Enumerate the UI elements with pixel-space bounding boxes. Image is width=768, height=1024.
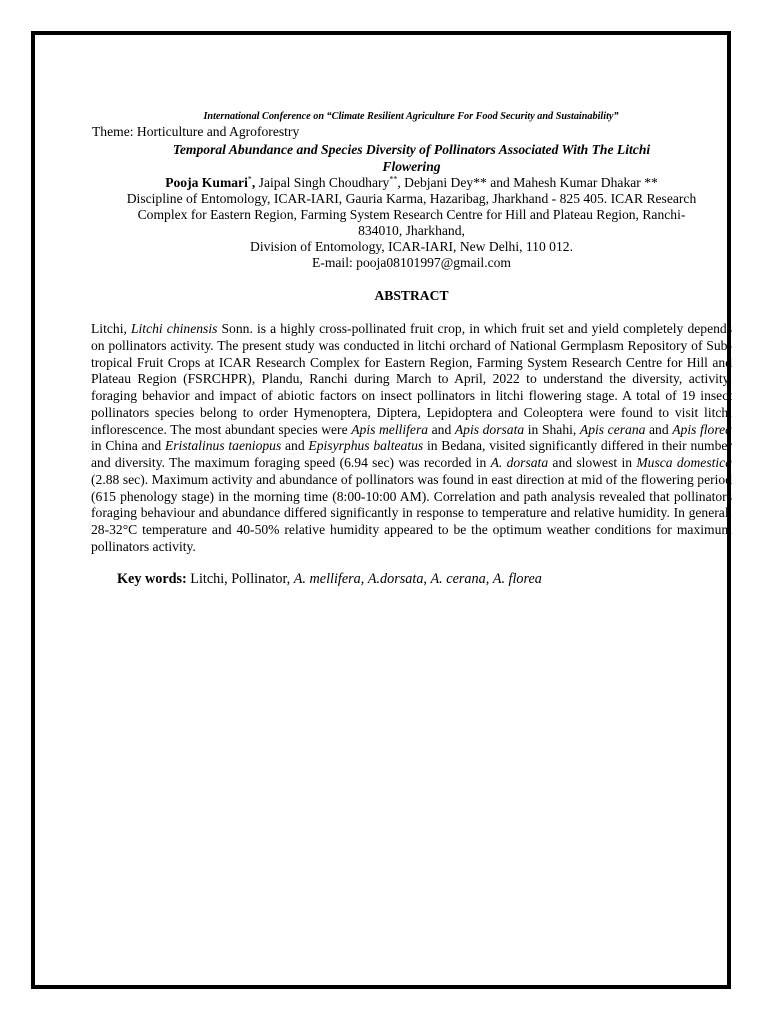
abstract-heading: ABSTRACT xyxy=(374,288,449,303)
keywords-label: Key words: xyxy=(117,570,187,587)
first-author: Pooja Kumari xyxy=(165,175,248,190)
keyword-species: A. mellifera xyxy=(293,570,361,587)
paper-title-line2: Flowering xyxy=(382,159,441,174)
second-author-mark: ** xyxy=(389,174,398,184)
species-name: Musca domestica xyxy=(636,455,733,470)
other-authors: , Debjani Dey** and Mahesh Kumar Dhakar ** xyxy=(397,175,658,190)
affiliation-line-3: 834010, Jharkhand, xyxy=(358,223,465,238)
keyword-separator: , xyxy=(423,570,431,587)
species-name: Apis florea xyxy=(672,421,732,437)
abstract-text: in Shahi, xyxy=(524,421,580,437)
theme-line: Theme: Horticulture and Agroforestry xyxy=(92,124,300,139)
email-line: E-mail: pooja08101997@gmail.com xyxy=(311,255,512,270)
paper-title xyxy=(91,141,732,175)
document-content xyxy=(91,110,732,588)
paper-title-line1: Temporal Abundance and Species Diversity of Pollinators Associated With The Litchi xyxy=(172,142,651,157)
species-name: A. dorsata xyxy=(490,455,549,470)
keyword-species: A.dorsata xyxy=(367,570,424,587)
abstract-text: and slowest in xyxy=(548,455,637,470)
keywords-line xyxy=(91,570,732,588)
keyword-separator: , xyxy=(360,570,368,587)
abstract-text: and xyxy=(281,438,309,454)
conference-header: International Conference on “Climate Resilient Agriculture For Food Security and Sustainability” xyxy=(203,111,619,122)
species-name: Litchi chinensis xyxy=(130,321,218,336)
species-name: Apis dorsata xyxy=(454,421,525,437)
abstract-text: Sonn. is a highly cross-pollinated fruit crop, in which fruit set and yield completely depends on pollinators activity. The present study was conducted in litchi orchard of National Germplasm Repository of Sub-tropical Fruit Crops at ICAR Research Complex for Eastern Region, Farming System Research Centre for Hill and Plateau Region (FSRCHPR), Plandu, Ranchi during March to April, 2022 to understand the diversity, activity, foraging behavior and impact of abiotic factors on insect pollinators in litchi flowering stage. A total of 19 insect pollinators species belong to order Hymenoptera, Diptera, Lepidoptera and Coleoptera were found to visit litchi inflorescence. The most abundant species were xyxy=(91,321,732,437)
abstract-text: and xyxy=(428,421,455,437)
keyword-species: A. cerana xyxy=(430,570,486,587)
affiliation-line-2: Complex for Eastern Region, Farming System Research Centre for Hill and Plateau Region, Ranchi- xyxy=(137,207,686,222)
species-name: Apis mellifera xyxy=(351,421,429,437)
keywords-text: Litchi, Pollinator, xyxy=(186,570,294,587)
abstract-text: (2.88 sec). Maximum activity and abundance of pollinators was found in east direction at mid of the flowering period (615 phenology stage) in the morning time (8:00-10:00 AM). Correlation and path analysis revealed that pollinators foraging behaviour and abundance differed significantly in response to temperature and relative humidity. In general, 28-32°C temperature and 40-50% relative humidity appeared to be the optimum weather conditions for maximum pollinators activity. xyxy=(91,471,732,554)
keyword-species: A. florea xyxy=(492,570,542,587)
second-author: Jaipal Singh Choudhary xyxy=(258,175,390,190)
abstract-text: Litchi, xyxy=(91,321,131,336)
abstract-text: in Bedana, visited significantly differed in their number and diversity. The maximum foraging speed (6.94 sec) was recorded in xyxy=(91,438,732,470)
species-name: Eristalinus taeniopus xyxy=(164,438,282,454)
abstract-body xyxy=(91,321,732,556)
abstract-text: in China and xyxy=(91,438,165,454)
abstract-text: and xyxy=(645,421,673,437)
affiliation-line-4: Division of Entomology, ICAR-IARI, New Delhi, 110 012. xyxy=(250,239,573,254)
keyword-separator: , xyxy=(485,570,493,587)
author-separator: , xyxy=(251,175,259,190)
first-author-mark: * xyxy=(247,174,252,184)
author-list xyxy=(91,175,732,191)
species-name: Apis cerana xyxy=(579,421,646,437)
affiliation-line-1: Discipline of Entomology, ICAR-IARI, Gauria Karma, Hazaribag, Jharkhand - 825 405. ICAR Research xyxy=(126,191,697,206)
species-name: Episyrphus balteatus xyxy=(308,438,424,454)
